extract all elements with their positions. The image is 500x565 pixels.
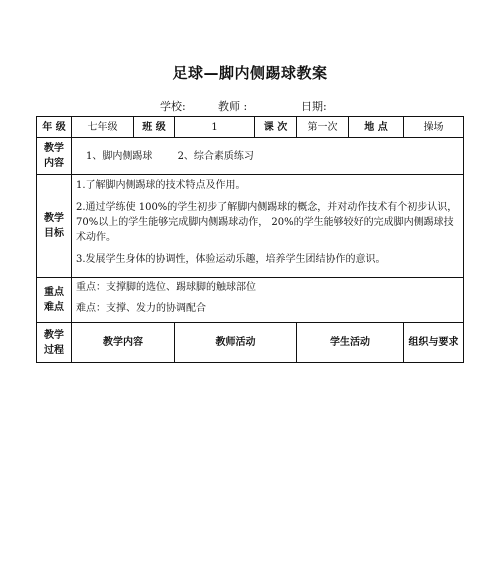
objectives-label-line1: 教学 [44,213,64,224]
objective-1: 1.了解脚内侧踢球的技术特点及作用。 [76,180,246,191]
info-row [37,117,464,138]
process-col-organization: 组织与要求 [404,323,464,363]
process-col-student: 学生活动 [297,323,404,363]
focus-label-line2: 难点 [44,302,64,313]
class-label: 班 级 [134,117,175,138]
difficulty: 难点：支撑、发力的协调配合 [76,303,206,314]
grade-label: 年 级 [37,117,72,138]
content-cell [72,138,464,175]
focus-label-line1: 重点 [44,287,64,298]
session-value: 第一次 [297,117,349,138]
location-label: 地 点 [349,117,404,138]
process-label-line2: 过程 [44,344,64,356]
process-label [37,323,72,363]
process-col-content: 教学内容 [72,323,175,363]
date-label: 日期: [301,100,327,113]
content-row [37,138,464,175]
process-label-line1: 教学 [44,329,64,341]
content-item-2: 2、综合素质练习 [177,150,254,162]
focus-label [37,278,72,323]
session-label: 课 次 [255,117,297,138]
focus-row [37,278,464,323]
page-title: 足球—脚内侧踢球教案 [172,64,328,82]
school-label: 学校: [160,100,186,113]
grade-value: 七年级 [72,117,134,138]
objectives-label-line2: 目标 [44,228,64,239]
process-col-teacher: 教师活动 [175,323,297,363]
objectives-cell [72,175,464,278]
content-label-line1: 教学 [44,143,64,154]
objective-3: 3.发展学生身体的协调性，体验运动乐趣，培养学生团结协作的意识。 [76,254,386,265]
process-row [37,323,464,363]
focus-cell [72,278,464,323]
teacher-label: 教师 : [218,100,248,113]
key-point: 重点：支撑脚的选位、踢球脚的触球部位 [76,282,256,293]
class-value: 1 [175,117,255,138]
objectives-row [37,175,464,278]
objective-2: 2.通过学练使 100%的学生初步了解脚内侧踢球的概念，并对动作技术有个初步认识，70%以上的学生能够完成脚内侧踢球动作， 20%的学生能够较好的完成脚内侧踢球技术动作。 [76,202,458,243]
content-item-1: 1、脚内侧踢球 [86,150,153,162]
location-value: 操场 [404,117,464,138]
content-label-line2: 内容 [44,158,64,169]
objectives-label [37,175,72,278]
lesson-plan-table [36,116,464,363]
content-label [37,138,72,175]
